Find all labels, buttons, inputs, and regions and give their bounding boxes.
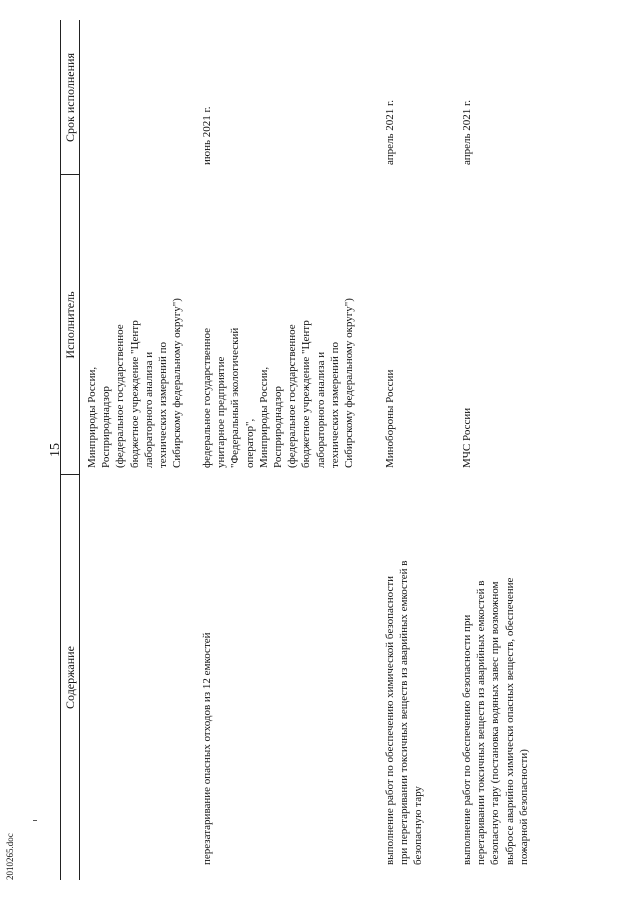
row-executor: федеральное государственное унитарное предприятие "Федеральный экологический оператор", Минприроды России, Росприроднадзор (федеральное государственное бюджетное учреждение "Центр лабораторного анализа и технических измерений по Сибирскому федеральному округу") bbox=[201, 298, 356, 468]
page-number: 15 bbox=[48, 443, 63, 457]
rotated-page bbox=[40, 20, 600, 880]
row-executor: МЧС России bbox=[461, 407, 473, 468]
row-deadline: апрель 2021 г. bbox=[384, 99, 396, 165]
header-content: Содержание bbox=[63, 646, 77, 709]
row-content: выполнение работ по обеспечению безопасности при перетаривании токсичных веществ из аварийных емкостей в безопасную тару (постановка водяных завес при возможном выбросе аварийно химически опасных веществ, обеспечение пожарной безопасности) bbox=[461, 577, 530, 865]
margin-mark bbox=[33, 820, 37, 821]
row-deadline: апрель 2021 г. bbox=[461, 99, 473, 165]
row-executor: Минприроды России, Росприроднадзор (федеральное государственное бюджетное учреждение "Центр лабораторного анализа и технических измерений по Сибирскому федеральному округу") bbox=[86, 298, 184, 468]
row-deadline: июнь 2021 г. bbox=[201, 106, 213, 165]
header-bottom-rule bbox=[79, 20, 80, 880]
row-content: выполнение работ по обеспечению химической безопасности при перетаривании токсичных веществ из аварийных емкостей в безопасную тару bbox=[384, 560, 425, 865]
file-code: 2010265.doc bbox=[5, 833, 15, 880]
row-executor: Минобороны России bbox=[384, 369, 396, 468]
row-content: перезатаривание опасных отходов из 12 емкостей bbox=[201, 632, 213, 865]
header-deadline: Срок исполнения bbox=[63, 53, 77, 142]
header-executor: Исполнитель bbox=[63, 291, 77, 359]
